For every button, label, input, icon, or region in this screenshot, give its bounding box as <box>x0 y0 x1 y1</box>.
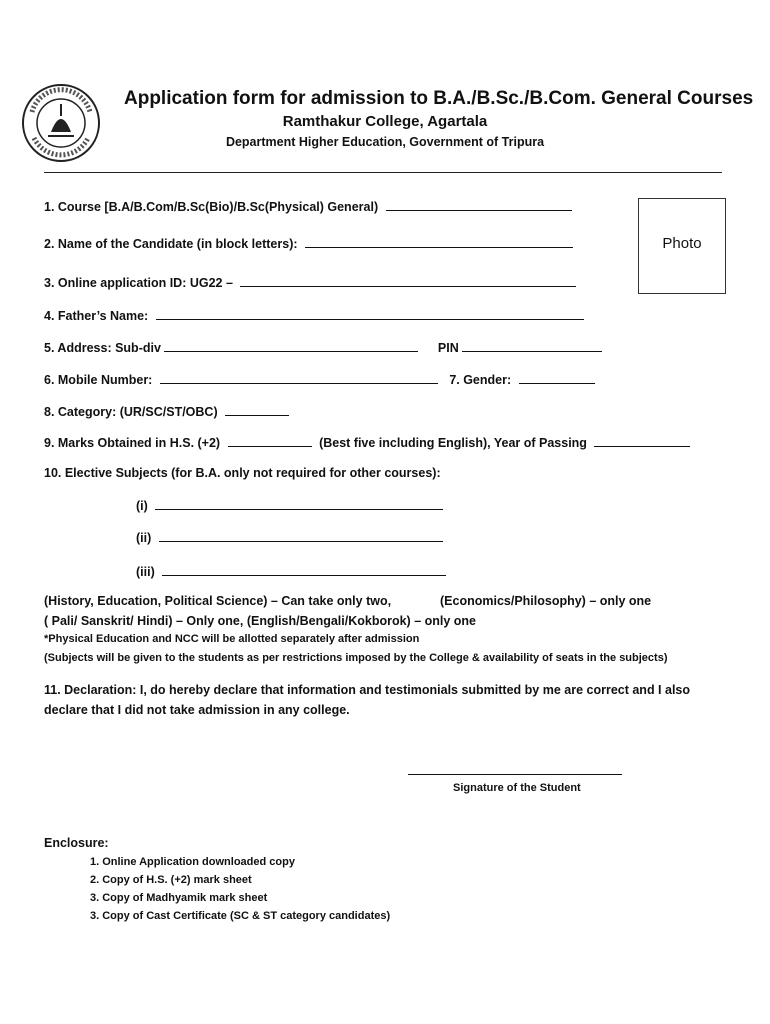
declaration: 11. Declaration: I, do hereby declare that information and testimonials submitted by me are correct and I also declare that I did not take admission in any college. <box>44 683 691 717</box>
elective-row-1 <box>136 498 443 513</box>
signature-label: Signature of the Student <box>453 782 581 794</box>
name-row <box>44 236 573 251</box>
form-title: Application form for admission to B.A./B.Sc./B.Com. General Courses <box>124 88 754 109</box>
gender-label: 7. Gender: <box>449 373 512 387</box>
category-label: 8. Category: (UR/SC/ST/OBC) <box>44 405 218 419</box>
photo-label: Photo <box>662 235 702 252</box>
category-field[interactable] <box>225 404 289 416</box>
name-label: 2. Name of the Candidate (in block letters): <box>44 237 298 251</box>
marks-label: 9. Marks Obtained in H.S. (+2) <box>44 436 221 450</box>
elective-row-2 <box>136 530 443 545</box>
enclosure-item: 3. Copy of Madhyamik mark sheet <box>90 892 268 904</box>
elective-1-label: (i) <box>136 499 148 513</box>
header-divider <box>44 172 722 173</box>
elective-3-label: (iii) <box>136 565 155 579</box>
enclosure-item: 1. Online Application downloaded copy <box>90 856 295 868</box>
mobile-field[interactable] <box>160 372 438 384</box>
name-field[interactable] <box>305 236 573 248</box>
marks-field[interactable] <box>228 435 312 447</box>
mobile-label: 6. Mobile Number: <box>44 373 153 387</box>
father-row <box>44 308 584 323</box>
app-id-field[interactable] <box>240 275 576 287</box>
enclosure-item: 3. Copy of Cast Certificate (SC & ST category candidates) <box>90 910 391 922</box>
subject-note-2: ( Pali/ Sanskrit/ Hindi) – Only one, (English/Bengali/Kokborok) – only one <box>44 614 477 628</box>
subject-note-4: (Subjects will be given to the students as per restrictions imposed by the College & availability of seats in the subjects) <box>44 652 668 664</box>
app-id-row <box>44 275 576 290</box>
gender-field[interactable] <box>519 372 595 384</box>
course-field[interactable] <box>386 199 572 211</box>
department-name: Department Higher Education, Government of Tripura <box>225 135 545 149</box>
photo-box[interactable] <box>638 198 726 294</box>
marks-row <box>44 435 690 450</box>
year-field[interactable] <box>594 435 690 447</box>
father-field[interactable] <box>156 308 584 320</box>
mobile-row <box>44 372 595 387</box>
elective-3-field[interactable] <box>162 564 446 576</box>
address-label: 5. Address: Sub-div <box>44 341 161 355</box>
subject-note-1b: (Economics/Philosophy) – only one <box>440 594 652 608</box>
pin-label: PIN <box>437 341 459 355</box>
marks-note: (Best five including English), Year of Passing <box>319 436 587 450</box>
signature-line[interactable] <box>408 774 622 775</box>
elective-label: 10. Elective Subjects (for B.A. only not required for other courses): <box>44 466 441 480</box>
subject-note-1a: (History, Education, Political Science) – Can take only two, <box>44 594 392 608</box>
pin-field[interactable] <box>462 340 602 352</box>
category-row <box>44 404 289 419</box>
college-name: Ramthakur College, Agartala <box>282 113 488 130</box>
elective-2-label: (ii) <box>136 531 152 545</box>
app-id-label: 3. Online application ID: UG22 – <box>44 276 233 290</box>
course-row <box>44 199 572 214</box>
father-label: 4. Father’s Name: <box>44 309 149 323</box>
elective-1-field[interactable] <box>155 498 443 510</box>
address-row <box>44 340 602 355</box>
course-label: 1. Course [B.A/B.Com/B.Sc(Bio)/B.Sc(Physical) General) <box>44 200 379 214</box>
enclosure-item: 2. Copy of H.S. (+2) mark sheet <box>90 874 252 886</box>
address-field[interactable] <box>164 340 418 352</box>
subject-note-3: *Physical Education and NCC will be allotted separately after admission <box>44 633 420 645</box>
enclosure-heading: Enclosure: <box>44 836 109 850</box>
elective-row-3 <box>136 564 446 579</box>
elective-2-field[interactable] <box>159 530 443 542</box>
